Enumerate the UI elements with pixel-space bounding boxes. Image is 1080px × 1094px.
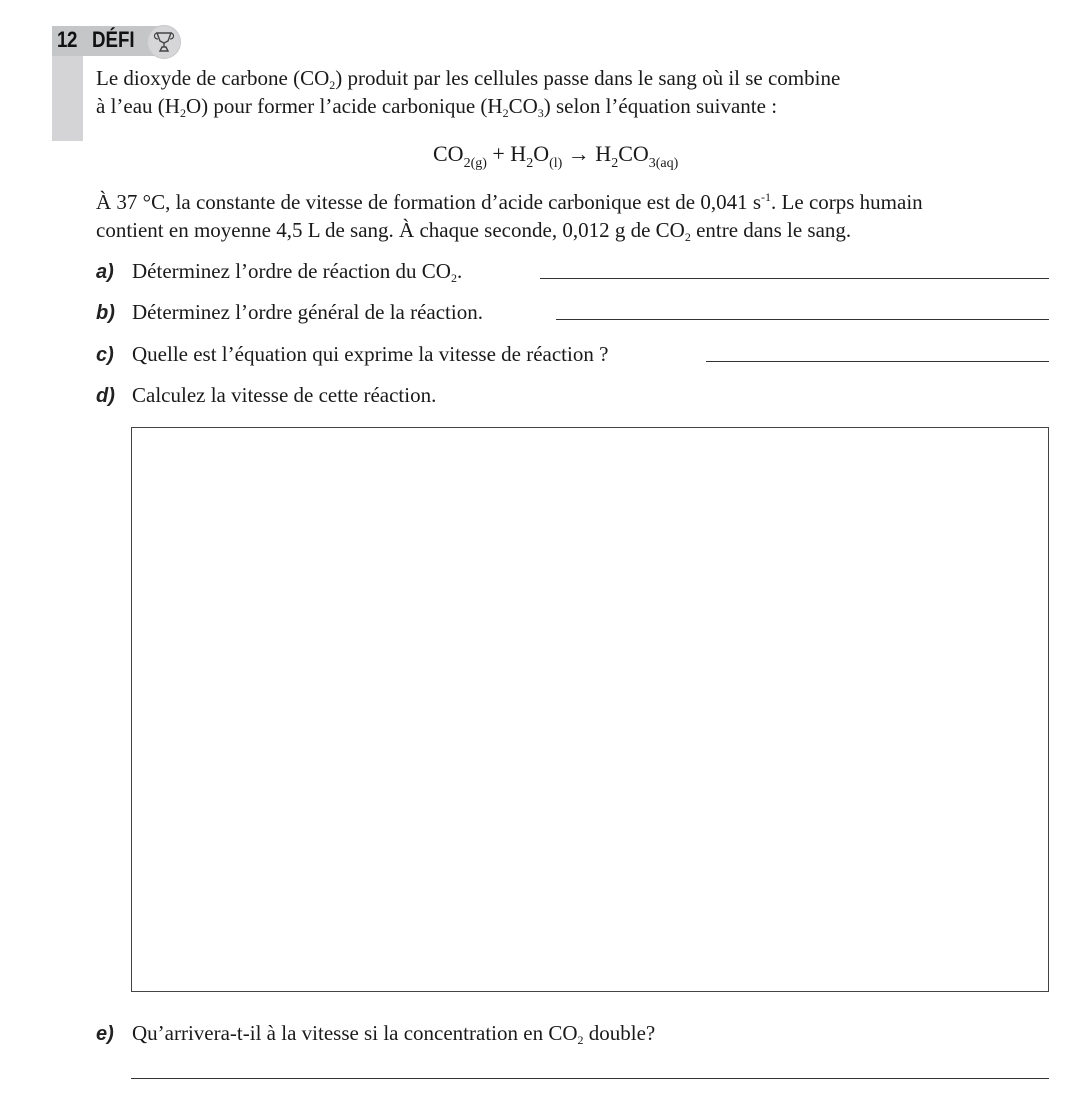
question-c: c) Quelle est l’équation qui exprime la vitesse de réaction ? bbox=[96, 340, 608, 368]
exercise-label: DÉFI bbox=[92, 27, 135, 52]
question-letter: d) bbox=[96, 385, 115, 407]
question-letter: b) bbox=[96, 302, 115, 324]
answer-line-b[interactable] bbox=[556, 319, 1049, 320]
answer-line-e[interactable] bbox=[131, 1078, 1049, 1079]
answer-line-a[interactable] bbox=[540, 278, 1049, 279]
question-a: a) Déterminez l’ordre de réaction du $CO_2$. bbox=[96, 259, 463, 285]
question-b: b) Déterminez l’ordre général de la réaction. bbox=[96, 298, 483, 326]
exercise-number: 12 bbox=[57, 27, 77, 52]
context-line-2: contient en moyenne 4,5 L de sang. À chaque seconde, 0,012 g de $CO_2$ entre dans le sang. bbox=[96, 218, 852, 244]
question-letter: e) bbox=[96, 1023, 114, 1045]
answer-box-d[interactable] bbox=[131, 427, 1049, 992]
context-line-1: À 37 °C, la constante de vitesse de formation d’acide carbonique est de 0,041 $s^{-1}$. Le corps humain bbox=[96, 190, 923, 214]
answer-line-c[interactable] bbox=[706, 361, 1049, 362]
chemical-equation: $CO_{2(g)} + H_2O_{(l)} \to H_2CO_{3(aq)}$ bbox=[433, 141, 679, 171]
question-d: d) Calculez la vitesse de cette réaction. bbox=[96, 381, 436, 409]
intro-line-1: Le dioxyde de carbone $(CO_2)$ produit par les cellules passe dans le sang où il se combine bbox=[96, 66, 841, 92]
question-letter: a) bbox=[96, 261, 114, 283]
question-letter: c) bbox=[96, 344, 114, 366]
intro-line-2: à l’eau $(H_2O)$ pour former l’acide carbonique $(H_2CO_3)$ selon l’équation suivante : bbox=[96, 94, 778, 120]
question-e: e) Qu’arrivera-t-il à la vitesse si la concentration en $CO_2$ double? bbox=[96, 1021, 656, 1047]
trophy-icon bbox=[147, 25, 181, 59]
